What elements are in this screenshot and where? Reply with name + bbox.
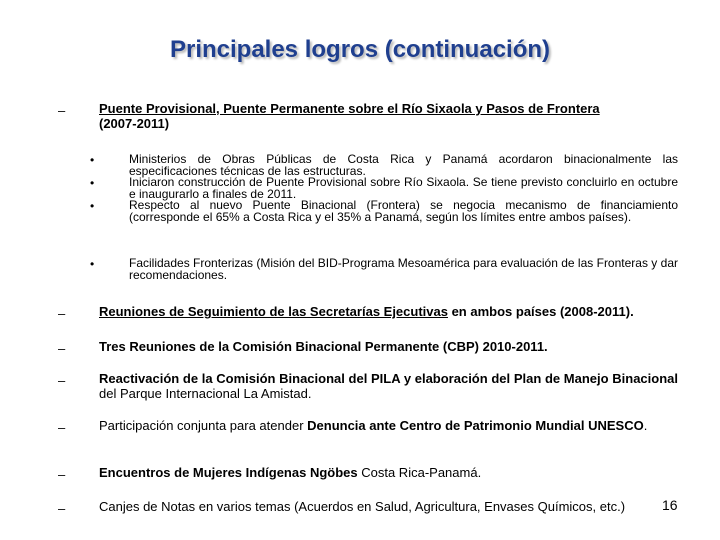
item-years: (2007-2011) [99,116,170,131]
item-rest: . [643,418,648,433]
item-heading: Denuncia ante Centro de Patrimonio Mundial UNESCO [307,418,644,433]
dash-marker: – [58,341,66,356]
slide-title: Principales logros (continuación) [169,36,551,63]
item-ngobes [99,465,678,480]
item-heading: Reuniones de Seguimiento de las Secretarías Ejecutivas [99,304,448,319]
bullet-marker: • [90,257,95,271]
item-rest: Costa Rica-Panamá. [357,465,482,480]
page-number: 16 [662,497,678,513]
item-unesco [99,418,678,433]
dash-marker: – [58,103,66,118]
item-heading: Encuentros de Mujeres Indígenas Ngöbes [99,465,358,480]
item-cbp [99,339,678,354]
sub-bullet-text: Respecto al nuevo Puente Binacional (Frontera) se negocia mecanismo de financiamiento (corresponde el 65% a Costa Rica y el 35% a Panamá, según los límites entre ambos países). [129,198,678,224]
item-heading: Puente Provisional, Puente Permanente sobre el Río Sixaola y Pasos de Frontera [99,101,600,116]
item-pila [99,371,678,401]
dash-marker: – [58,373,66,388]
item-heading: Tres Reuniones de la Comisión Binacional Permanente [99,339,440,354]
dash-marker: – [58,306,66,321]
bullet-marker: • [90,176,95,190]
item-pre: Participación conjunta para atender [99,418,308,433]
item-secretarias [99,304,678,319]
item-sixaola-bridge [99,101,678,131]
dash-marker: – [58,467,66,482]
item-heading: Reactivación de la Comisión Binacional del PILA y elaboración del Plan de Manejo Binacional [99,371,678,386]
sub-bullet-text: Facilidades Fronterizas (Misión del BID-Programa Mesoamérica para evaluación de las Fronteras y dar recomendaciones. [129,256,678,282]
item-canjes: Canjes de Notas en varios temas (Acuerdos en Salud, Agricultura, Envases Químicos, etc.) [99,499,626,514]
dash-marker: – [58,501,66,516]
sub-bullet-text: Iniciaron construcción de Puente Provisional sobre Río Sixaola. Se tiene previsto concluirlo en octubre e inaugurarlo a finales de 2011. [129,175,678,201]
bullet-marker: • [90,199,95,213]
item-rest: del Parque Internacional La Amistad. [99,386,312,401]
item-rest: (CBP) 2010-2011. [439,339,548,354]
item-rest: en ambos países (2008-2011). [447,304,634,319]
bullet-marker: • [90,153,95,167]
dash-marker: – [58,420,66,435]
sub-bullet-text: Ministerios de Obras Públicas de Costa Rica y Panamá acordaron binacionalmente las especificaciones técnicas de las estructuras. [129,152,678,178]
